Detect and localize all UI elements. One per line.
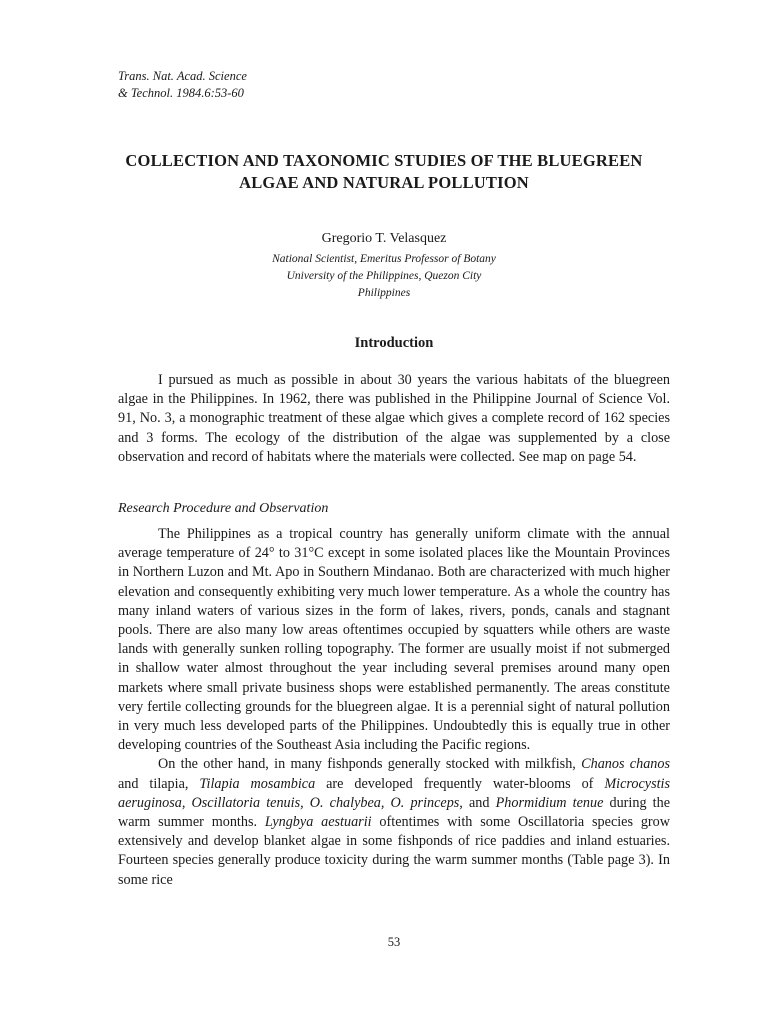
- author-name: Gregorio T. Velasquez: [321, 231, 447, 246]
- title-line-2: ALGAE AND NATURAL POLLUTION: [239, 173, 529, 192]
- citation-volume: & Technol. 1984.6:53-60: [118, 86, 244, 100]
- paper-title: [90, 150, 678, 194]
- p2-text-c: are developed frequently water-blooms of: [315, 775, 605, 792]
- p2-text-e: during the warm summer months.: [118, 794, 670, 831]
- affiliation-line-1: National Scientist, Emeritus Professor of Botany: [272, 253, 496, 265]
- p2-text-f: oftentimes with some Oscillatoria species grow extensively and develop blanket algae in some fishponds of rice paddies and inland estuaries. Fourteen species generally produce toxicity during the warm summer months (Table page 3). In some rice: [118, 814, 670, 888]
- species-microcystis: Microcystis aeruginosa, Oscillatoria tenuis, O. chalybea, O. princeps,: [118, 775, 671, 811]
- research-body: [118, 525, 670, 890]
- species-chanos: Chanos chanos: [581, 756, 670, 773]
- introduction-paragraph: I pursued as much as possible in about 30 years the various habitats of the bluegreen algae in the Philippines. In 1962, there was published in the Philippine Journal of Science Vol. 91, No. 3, a monographic treatment of these algae which gives a complete record of 162 species and 3 forms. The ecology of the distribution of the algae was supplemented by a close observation and record of habitats where the materials were collected. See map on page 54.: [118, 372, 670, 465]
- research-paragraph-1: The Philippines as a tropical country has generally uniform climate with the annual average temperature of 24° to 31°C except in some isolated places like the Mountain Provinces in Northern Luzon and Mt. Apo in Southern Mindanao. Both are characterized with much higher elevation and consequently exhibiting very much lower temperature. As a whole the country has many inland waters of various sizes in the form of lakes, rivers, ponds, canals and stagnant pools. There are also many low areas oftentimes occupied by squatters while others are waste lands with generally sunken rolling topography. The former are usually moist if not submerged in shallow water almost throughout the year including several premises around many open markets where small private business shops were established permanently. The areas constitute very fertile collecting grounds for the bluegreen algae. It is a perennial sight of natural pollution in very much less developed parts of the Philippines. Undoubtedly this is equally true in other developing countries of the Southeast Asia including the Pacific regions.: [118, 526, 670, 754]
- title-line-1: COLLECTION AND TAXONOMIC STUDIES OF THE BLUEGREEN: [125, 151, 643, 170]
- p2-text-b: and tilapia,: [118, 775, 200, 792]
- research-heading: Research Procedure and Observation: [118, 501, 329, 516]
- author-affiliation: [0, 251, 768, 302]
- species-tilapia: Tilapia mosambica: [199, 775, 316, 792]
- p2-text-d: and: [462, 794, 496, 811]
- species-lyngbya: Lyngbya aestuarii: [264, 814, 372, 831]
- species-phormidium: Phormidium tenue: [495, 794, 604, 811]
- introduction-body: [118, 371, 670, 467]
- affiliation-line-3: Philippines: [357, 287, 411, 299]
- page-number: 53: [387, 935, 401, 949]
- citation-journal: Trans. Nat. Acad. Science: [118, 69, 247, 83]
- affiliation-line-2: University of the Philippines, Quezon City: [286, 270, 482, 282]
- journal-citation: [118, 68, 247, 102]
- p2-text-a: On the other hand, in many fishponds generally stocked with milkfish,: [158, 756, 582, 773]
- introduction-heading: Introduction: [354, 335, 434, 351]
- research-paragraph-2: [118, 755, 670, 889]
